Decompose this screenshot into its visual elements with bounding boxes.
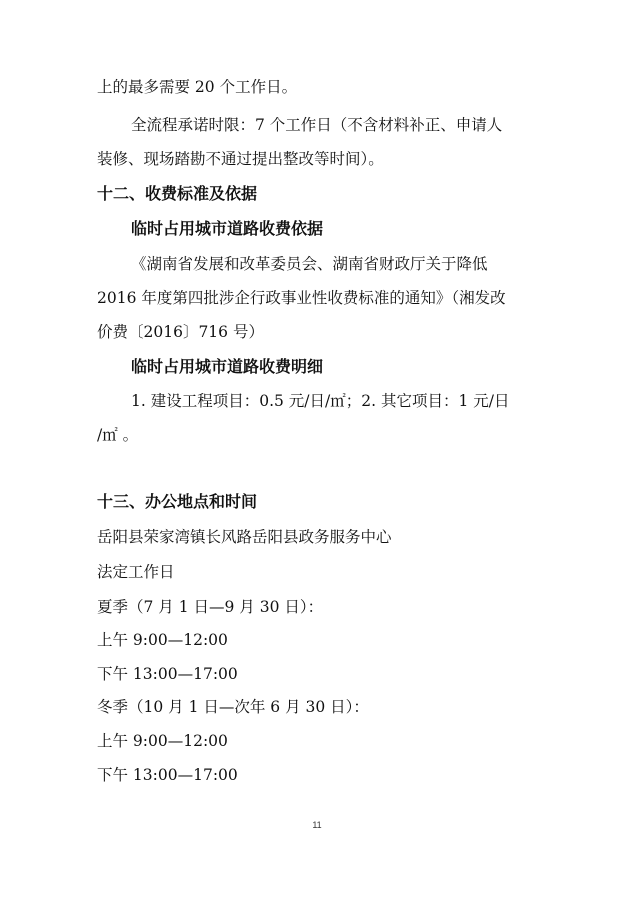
paragraph-line: 装修、现场踏勘不通过提出整改等时间）。 [97,150,384,168]
winter-afternoon-hours: 下午 13:00—17:00 [97,766,238,784]
summer-schedule-label: 夏季（7 月 1 日—9 月 30 日）： [97,598,324,616]
paragraph-line: 2016 年度第四批涉企行政事业性收费标准的通知》（湘发改 [97,289,506,307]
subsection-heading: 临时占用城市道路收费依据 [131,219,324,238]
paragraph-line: 《湖南省发展和改革委员会、湖南省财政厅关于降低 [131,255,488,273]
summer-morning-hours: 上午 9:00—12:00 [97,631,228,649]
paragraph-line: 上的最多需要 20 个工作日。 [97,78,298,96]
paragraph-line: 价费〔2016〕716 号） [97,323,264,341]
paragraph-line: /㎡ 。 [97,426,139,444]
section-heading: 十三、办公地点和时间 [97,492,258,511]
office-address: 岳阳县荣家湾镇长风路岳阳县政务服务中心 [97,528,392,546]
summer-afternoon-hours: 下午 13:00—17:00 [97,665,238,683]
section-heading: 十二、收费标准及依据 [97,184,258,203]
paragraph-line: 1. 建设工程项目：0.5 元/日/㎡；2. 其它项目：1 元/日 [131,392,510,410]
winter-morning-hours: 上午 9:00—12:00 [97,732,228,750]
subsection-heading: 临时占用城市道路收费明细 [131,357,324,376]
page-number: 11 [312,820,322,830]
workdays-text: 法定工作日 [97,563,175,581]
winter-schedule-label: 冬季（10 月 1 日—次年 6 月 30 日）： [97,698,369,716]
paragraph-line: 全流程承诺时限：7 个工作日（不含材料补正、申请人 [131,116,503,134]
